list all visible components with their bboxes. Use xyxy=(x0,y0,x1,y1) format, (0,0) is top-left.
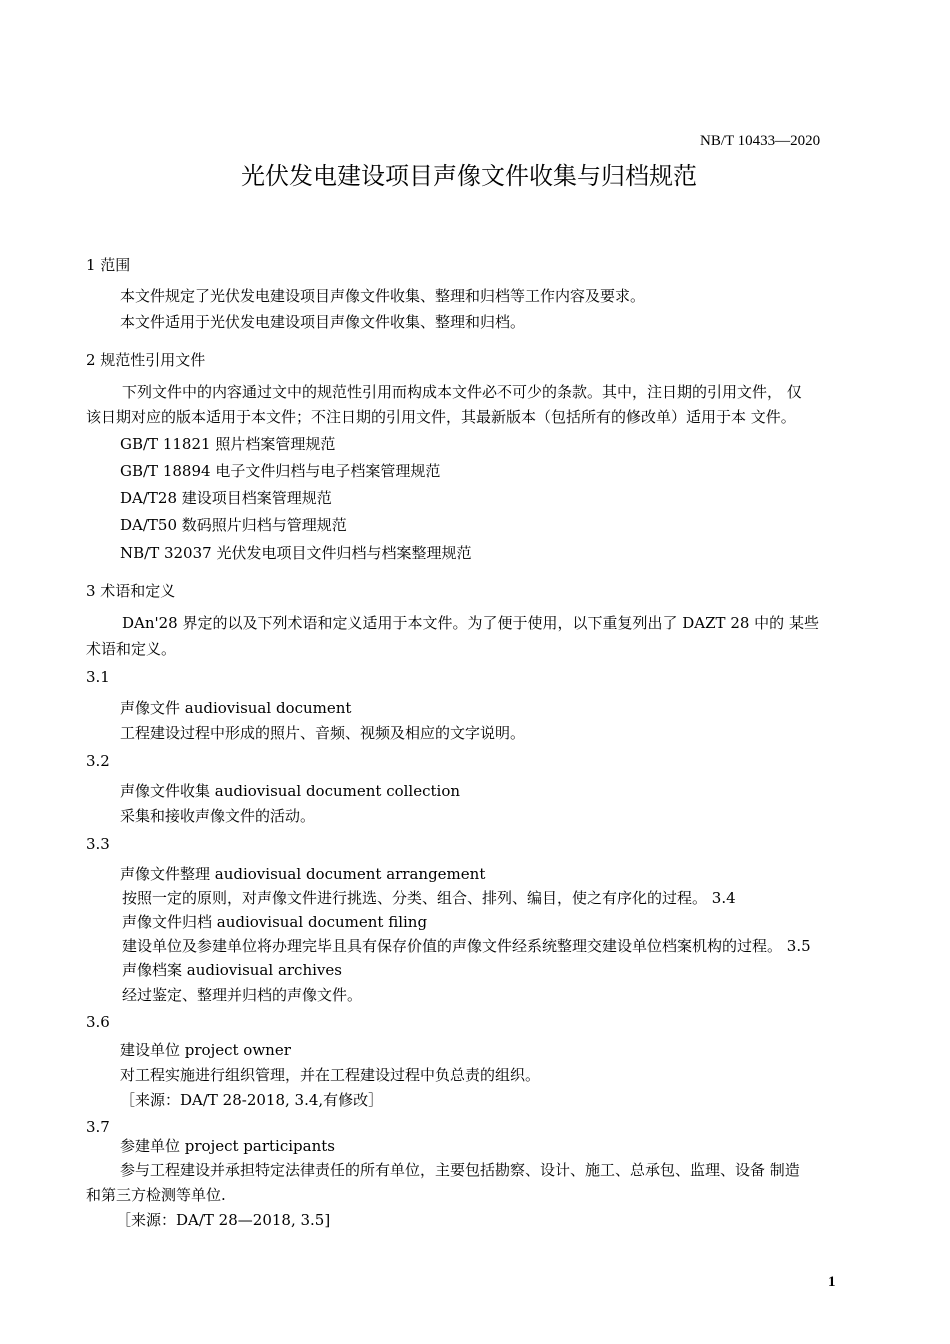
reference-item: DA/T50 数码照片归档与管理规范 xyxy=(120,516,347,534)
term-number: 3.6 xyxy=(86,1013,110,1031)
paragraph: 本文件适用于光伏发电建设项目声像文件收集、整理和归档。 xyxy=(120,313,526,331)
term-name: 声像文件归档 audiovisual document filing xyxy=(122,913,428,931)
term-definition: 经过鉴定、整理并归档的声像文件。 xyxy=(122,986,363,1004)
term-number: 3.7 xyxy=(86,1118,110,1136)
term-source: ［来源：DA/T 28-2018, 3.4,有修改］ xyxy=(120,1091,384,1109)
term-name: 声像文件整理 audiovisual document arrangement xyxy=(120,865,486,883)
section-heading-normative-references: 2 规范性引用文件 xyxy=(86,351,206,369)
term-name: 建设单位 project owner xyxy=(120,1041,291,1059)
section-heading-scope: 1 范围 xyxy=(86,256,131,274)
term-source: ［来源：DA/T 28—2018, 3.5] xyxy=(116,1211,331,1229)
term-definition: 工程建设过程中形成的照片、音频、视频及相应的文字说明。 xyxy=(120,724,526,742)
paragraph: DAn'28 界定的以及下列术语和定义适用于本文件。为了便于使用，以下重复列出了 DAZT 28 中的 某些 xyxy=(122,614,819,632)
term-definition: 参与工程建设并承担特定法律责任的所有单位，主要包括勘察、设计、施工、总承包、监理、设备 制造 xyxy=(120,1161,800,1179)
term-number: 3.1 xyxy=(86,668,110,686)
standard-number: NB/T 10433—2020 xyxy=(700,133,821,149)
page-number: 1 xyxy=(828,1274,836,1290)
term-number: 3.3 xyxy=(86,835,110,853)
reference-item: NB/T 32037 光伏发电项目文件归档与档案整理规范 xyxy=(120,544,472,562)
term-name: 声像文件收集 audiovisual document collection xyxy=(120,782,461,800)
reference-item: DA/T28 建设项目档案管理规范 xyxy=(120,489,332,507)
paragraph-continuation: 术语和定义。 xyxy=(86,640,177,658)
term-name: 声像文件 audiovisual document xyxy=(120,699,352,717)
term-definition: 对工程实施进行组织管理，并在工程建设过程中负总责的组织。 xyxy=(120,1066,541,1084)
document-title: 光伏发电建设项目声像文件收集与归档规范 xyxy=(241,162,697,190)
paragraph: 本文件规定了光伏发电建设项目声像文件收集、整理和归档等工作内容及要求。 xyxy=(120,287,646,305)
term-definition-continuation: 和第三方检测等单位. xyxy=(86,1186,226,1204)
term-name: 声像档案 audiovisual archives xyxy=(122,961,342,979)
term-name: 参建单位 project participants xyxy=(120,1137,335,1155)
paragraph: 下列文件中的内容通过文中的规范性引用而构成本文件必不可少的条款。其中，注日期的引用文件， 仅 xyxy=(122,383,802,401)
term-definition: 建设单位及参建单位将办理完毕且具有保存价值的声像文件经系统整理交建设单位档案机构的过程。 3.5 xyxy=(122,937,811,955)
term-number: 3.2 xyxy=(86,752,110,770)
term-definition: 采集和接收声像文件的活动。 xyxy=(120,807,316,825)
term-definition: 按照一定的原则，对声像文件进行挑选、分类、组合、排列、编目，使之有序化的过程。 3.4 xyxy=(122,889,736,907)
section-heading-terms: 3 术语和定义 xyxy=(86,582,176,600)
reference-item: GB/T 11821 照片档案管理规范 xyxy=(120,435,336,453)
reference-item: GB/T 18894 电子文件归档与电子档案管理规范 xyxy=(120,462,441,480)
paragraph-continuation: 该日期对应的版本适用于本文件；不注日期的引用文件，其最新版本（包括所有的修改单）适用于本 文件。 xyxy=(86,408,796,426)
